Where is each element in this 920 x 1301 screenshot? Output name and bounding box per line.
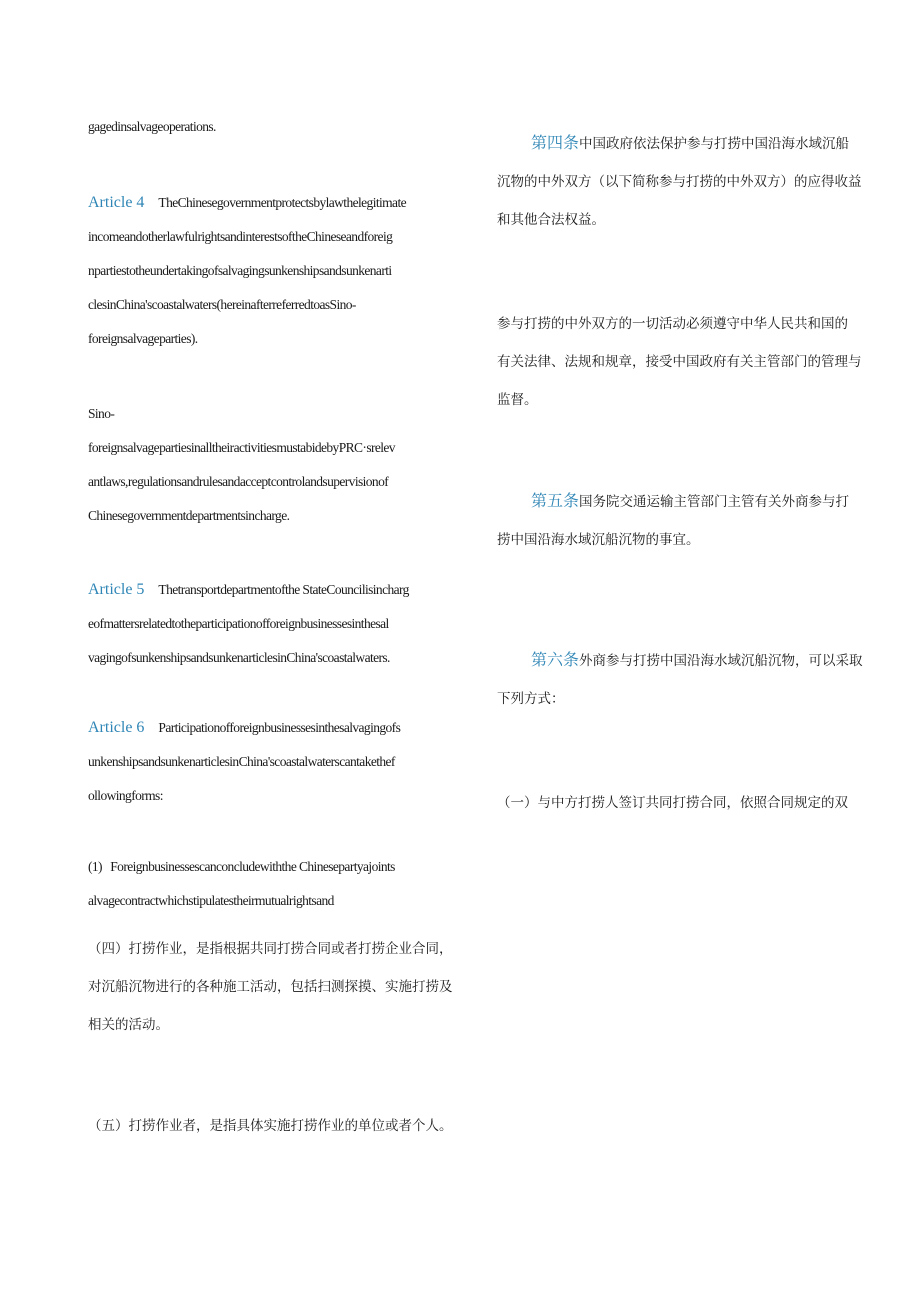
article-5-zh-label: 第五条 — [531, 491, 580, 510]
article-4-en — [88, 186, 406, 356]
article-4-zh-label: 第四条 — [531, 133, 580, 152]
article-6-zh-label: 第六条 — [531, 650, 580, 669]
item-1-zh: （一）与中方打捞人签订共同打捞合同，依照合同规定的双 — [497, 795, 848, 811]
item-1-en: (1) Foreignbusinessescanconcludewiththe Chinesepartyajoints alvagecontractwhichstipulatestheirmutualrightsand — [88, 859, 395, 908]
article-5-en-label: Article 5 — [88, 581, 145, 598]
article-4-en-para-2: Sino- foreignsalvagepartiesinalltheiractivitiesmustabidebyPRC·srelev antlaws,regulationsandrulesandacceptcontrolandsupervisionof Chinesegovernmentdepartmentsincharge. — [88, 406, 395, 523]
article-4-zh-para-2: 参与打捞的中外双方的一切活动必须遵守中华人民共和国的 有关法律、法规和规章，接受中国政府有关主管部门的管理与 监督。 — [497, 316, 862, 408]
article-6-en: Article 6 Participationofforeignbusinessesinthesalvagingofs unkenshipsandsunkenarticlesinChina'scoastalwaterscantakethef ollowingforms: — [88, 711, 400, 813]
article-4-en-label: Article 4 — [88, 194, 145, 211]
article-6-zh: 第六条外商参与打捞中国沿海水域沉船沉物，可以采取 下列方式： — [497, 641, 863, 718]
article-4-en-line-1: Article 4 TheChinesegovernmentprotectsbylawthelegitimate — [88, 194, 406, 211]
item-5-zh: （五）打捞作业者，是指具体实施打捞作业的单位或者个人。 — [88, 1118, 453, 1134]
article-6-en-line-1: Article 6 Participationofforeignbusinessesinthesalvagingofs — [88, 719, 401, 736]
article-4-en-line-2: incomeandotherlawfulrightsandinterestsoftheChineseandforeig — [88, 229, 393, 244]
article-4-zh: 第四条中国政府依法保护参与打捞中国沿海水域沉船 沉物的中外双方（以下简称参与打捞的中外双方）的应得收益 和其他合法权益。 — [497, 124, 862, 239]
intro-tail-text: gagedinsalvageoperations. — [88, 119, 216, 134]
article-5-zh: 第五条国务院交通运输主管部门主管有关外商参与打 捞中国沿海水域沉船沉物的事宜。 — [497, 482, 849, 559]
article-4-zh-line-1: 第四条中国政府依法保护参与打捞中国沿海水域沉船 — [531, 133, 850, 152]
article-6-zh-line-1: 第六条外商参与打捞中国沿海水域沉船沉物，可以采取 — [531, 650, 863, 669]
article-6-en-label: Article 6 — [88, 719, 145, 736]
article-5-en: Article 5 Thetransportdepartmentofthe StateCouncilisincharg eofmattersrelatedtotheparticipationofforeignbusinessesinthesal vagingofsunkenshipsandsunkenarticlesinChina'scoastalwaters. — [88, 573, 409, 675]
article-5-en-line-1: Article 5 Thetransportdepartmentofthe StateCouncilisincharg — [88, 581, 409, 598]
item-4-zh: （四）打捞作业，是指根据共同打捞合同或者打捞企业合同， 对沉船沉物进行的各种施工活动，包括扫测探摸、实施打捞及 相关的活动。 — [88, 941, 453, 1033]
article-5-zh-line-1: 第五条国务院交通运输主管部门主管有关外商参与打 — [531, 491, 850, 510]
article-4-en-line-3: npartiestotheundertakingofsalvagingsunkenshipsandsunkenarti — [88, 263, 392, 278]
article-4-en-line-4: clesinChina'scoastalwaters(hereinafterreferredtoasSino- — [88, 297, 356, 312]
article-4-en-line-5: foreignsalvageparties). — [88, 331, 198, 346]
